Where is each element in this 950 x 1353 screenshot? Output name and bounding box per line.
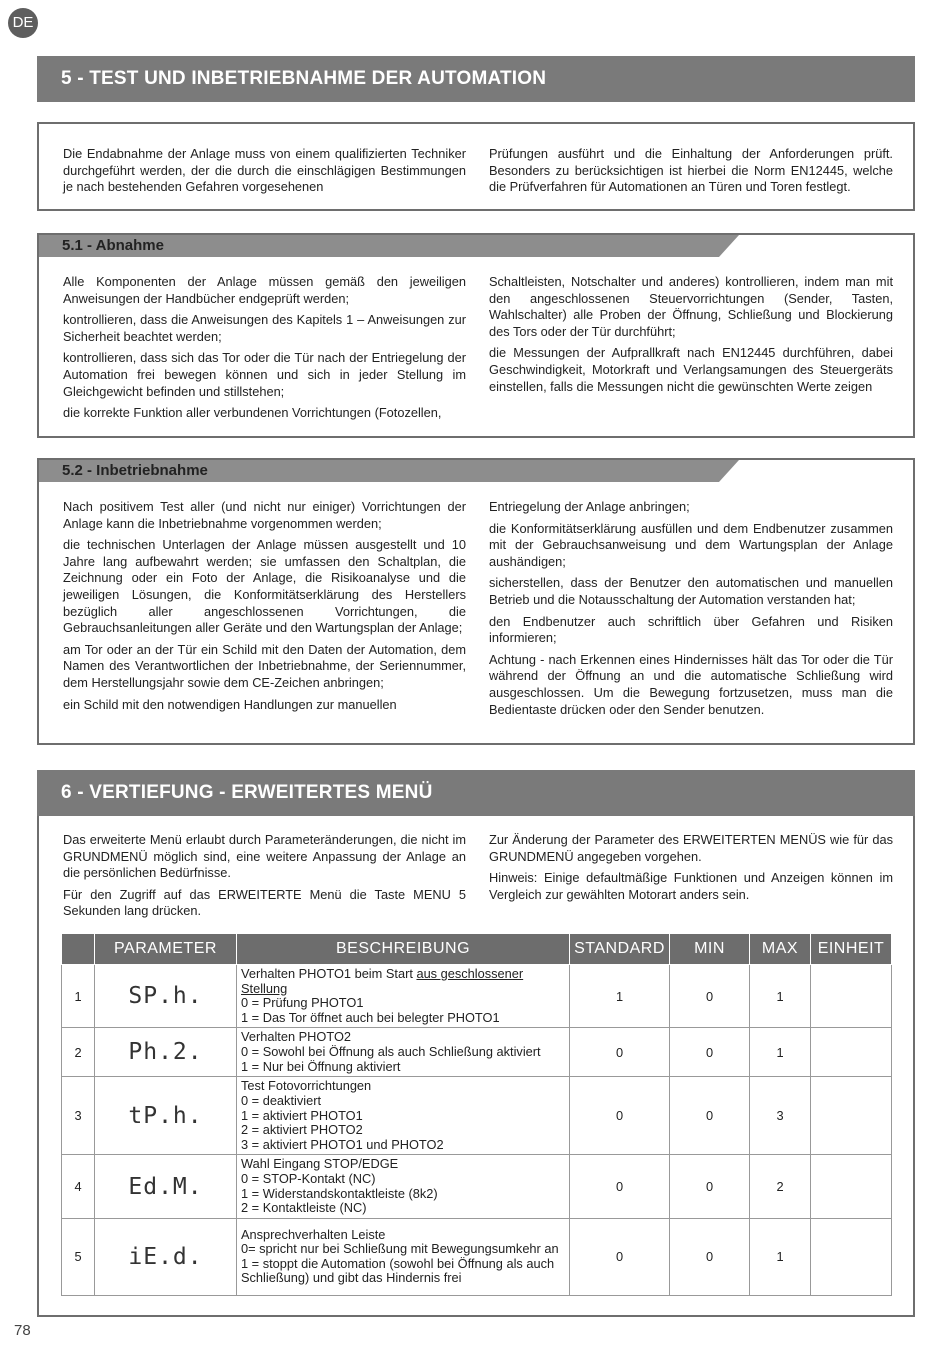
unit-value xyxy=(811,1077,892,1155)
min-value: 0 xyxy=(670,1155,750,1218)
table-row xyxy=(62,1077,892,1155)
column-header: STANDARD xyxy=(570,934,670,965)
description-line: 0 = Sowohl bei Öffnung als auch Schließung aktiviert xyxy=(241,1044,541,1060)
section-5-intro-left xyxy=(63,146,466,201)
description-title: Wahl Eingang STOP/EDGE xyxy=(241,1156,399,1172)
row-number: 4 xyxy=(62,1155,95,1218)
section-5-1-right xyxy=(489,274,893,400)
column-header xyxy=(62,934,95,965)
table-row xyxy=(62,1028,892,1077)
row-number: 3 xyxy=(62,1077,95,1155)
column-header: BESCHREIBUNG xyxy=(237,934,570,965)
max-value: 1 xyxy=(750,1028,811,1077)
standard-value: 0 xyxy=(570,1028,670,1077)
row-number: 2 xyxy=(62,1028,95,1077)
row-number: 1 xyxy=(62,965,95,1028)
description-line: 0= spricht nur bei Schließung mit Bewegungsumkehr an xyxy=(241,1241,559,1257)
section-5-1-title: 5.1 - Abnahme xyxy=(62,237,164,254)
description-line: 3 = aktiviert PHOTO1 und PHOTO2 xyxy=(241,1136,444,1152)
unit-value xyxy=(811,1028,892,1077)
page-number: 78 xyxy=(14,1322,31,1339)
description-title: Ansprechverhalten Leiste xyxy=(241,1226,386,1242)
description-line: 1 = Widerstandskontaktleiste (8k2) xyxy=(241,1185,438,1201)
parameter-code: Ph.2. xyxy=(95,1028,237,1077)
description-line: 0 = STOP-Kontakt (NC) xyxy=(241,1170,376,1186)
section-6-left xyxy=(63,832,466,925)
section-6-right xyxy=(489,832,893,908)
paragraph: die technischen Unterlagen der Anlage müssen ausgestellt und 10 Jahre lang aufbewahrt werden; sie umfassen den Schaltplan, die Zeichnung oder ein Foto der Anlage, die Risikoanalyse und die jeweiligen Lösungen, die Konformitätserklärung des Herstellers bezüglich aller angeschlossenen Vorrichtungen, die Gebrauchsanleitungen aller Geräte und den Wartungsplan der Anlage; xyxy=(63,537,466,636)
max-value: 3 xyxy=(750,1077,811,1155)
description-line: 1 = Nur bei Öffnung aktiviert xyxy=(241,1058,401,1074)
paragraph: Hinweis: Einige defaultmäßige Funktionen und Anzeigen können im Vergleich zur gewählten Motorart anders sein. xyxy=(489,870,893,902)
parameter-description xyxy=(237,1077,570,1155)
paragraph: die korrekte Funktion aller verbundenen Vorrichtungen (Fotozellen, xyxy=(63,405,442,421)
paragraph: Das erweiterte Menü erlaubt durch Parameteränderungen, die nicht im GRUNDMENÜ möglich sind, eine weitere Anpassung der Anlage an die persönlichen Bedürfnisse. xyxy=(63,832,466,881)
parameter-description xyxy=(237,965,570,1028)
paragraph: kontrollieren, dass sich das Tor oder die Tür nach der Entriegelung der Automation frei bewegen können und sich in jeder Stellung im Gleichgewicht befinden und stillstehen; xyxy=(63,350,466,399)
parameter-table xyxy=(61,933,892,1296)
max-value: 2 xyxy=(750,1155,811,1218)
paragraph: am Tor oder an der Tür ein Schild mit den Daten der Automation, dem Namen des Verantwortlichen der Inbetriebnahme, der Seriennummer, dem Herstellungsjahr sowie dem CE-Zeichen anbringen; xyxy=(63,641,466,690)
description-line: 2 = Kontaktleiste (NC) xyxy=(241,1200,367,1216)
unit-value xyxy=(811,965,892,1028)
parameter-code: tP.h. xyxy=(95,1077,237,1155)
parameter-description xyxy=(237,1155,570,1218)
section-5-1-box xyxy=(37,233,915,438)
table-row xyxy=(62,1155,892,1218)
paragraph: sicherstellen, dass der Benutzer den automatischen und manuellen Betrieb und die Notausschaltung der Automation verstanden hat; xyxy=(489,575,893,607)
section-5-2-left xyxy=(63,499,466,718)
language-badge: DE xyxy=(8,8,38,38)
parameter-description xyxy=(237,1218,570,1295)
paragraph: Achtung - nach Erkennen eines Hindernisses hält das Tor oder die Tür während der Öffnung an und die automatische Schließung wird ausgeschlossen. Um die Bewegung fortzusetzen, muss man die Bedientaste drücken oder den Sender benutzen. xyxy=(489,651,893,717)
paragraph: ein Schild mit den notwendigen Handlungen zur manuellen xyxy=(63,696,397,712)
paragraph: Nach positivem Test aller (und nicht nur einiger) Vorrichtungen der Anlage kann die Inbetriebnahme vorgenommen werden; xyxy=(63,499,466,531)
paragraph: die Messungen der Aufprallkraft nach EN12445 durchführen, dabei Geschwindigkeit, Motorkraft und Verlangsamungen des Steuergeräts einstellen, falls die Messungen nicht die gewünschten Werte zeigen xyxy=(489,345,893,394)
table-header-row xyxy=(62,934,892,965)
column-header: MIN xyxy=(670,934,750,965)
paragraph: Alle Komponenten der Anlage müssen gemäß den jeweiligen Anweisungen der Handbücher endgeprüft werden; xyxy=(63,274,466,306)
paragraph: Entriegelung der Anlage anbringen; xyxy=(489,499,690,514)
parameter-code: iE.d. xyxy=(95,1218,237,1295)
min-value: 0 xyxy=(670,1077,750,1155)
description-line: 1 = stoppt die Automation (sowohl bei Öffnung als auch Schließung) und gibt das Hindernis frei xyxy=(241,1255,555,1286)
table-row xyxy=(62,965,892,1028)
standard-value: 0 xyxy=(570,1218,670,1295)
description-underlined: aus geschlossener Stellung xyxy=(241,966,524,996)
section-5-2-title: 5.2 - Inbetriebnahme xyxy=(62,462,208,479)
parameter-code: SP.h. xyxy=(95,965,237,1028)
paragraph: Für den Zugriff auf das ERWEITERTE Menü die Taste MENU 5 Sekunden lang drücken. xyxy=(63,886,466,919)
description-line: 1 = aktiviert PHOTO1 xyxy=(241,1107,363,1123)
column-header: MAX xyxy=(750,934,811,965)
paragraph: den Endbenutzer auch schriftlich über Gefahren und Risiken informieren; xyxy=(489,613,893,646)
section-5-1-left xyxy=(63,274,466,427)
paragraph: Schaltleisten, Notschalter und anderes) kontrollieren, indem man mit den angeschlossenen Steuervorrichtungen (Sender, Tasten, Wahlschalter) alle Proben der Öffnung, Schließung und Blockierung des Tors oder der Tür durchführt; xyxy=(489,274,893,339)
row-number: 5 xyxy=(62,1218,95,1295)
paragraph: Zur Änderung der Parameter des ERWEITERTEN MENÜS wie für das GRUNDMENÜ angegeben vorgehen. xyxy=(489,832,893,864)
section-5-2-box xyxy=(37,458,915,745)
description-line: 2 = aktiviert PHOTO2 xyxy=(241,1122,363,1138)
standard-value: 1 xyxy=(570,965,670,1028)
min-value: 0 xyxy=(670,1218,750,1295)
min-value: 0 xyxy=(670,1028,750,1077)
parameter-description xyxy=(237,1028,570,1077)
paragraph: Prüfungen ausführt und die Einhaltung der Anforderungen prüft. Besonders zu berücksichtigen ist hierbei die Norm EN12445, welche die Prüfverfahren für Automationen an Türen und Toren festlegt. xyxy=(489,146,893,195)
parameter-code: Ed.M. xyxy=(95,1155,237,1218)
table-row xyxy=(62,1218,892,1295)
section-6-title: 6 - VERTIEFUNG - ERWEITERTES MENÜ xyxy=(37,770,915,816)
section-5-title: 5 - TEST UND INBETRIEBNAHME DER AUTOMATION xyxy=(37,56,915,102)
section-5-intro-right xyxy=(489,146,893,201)
section-5-2-right xyxy=(489,499,893,723)
section-5-intro-box xyxy=(37,122,915,211)
description-title: Test Fotovorrichtungen xyxy=(241,1078,372,1094)
standard-value: 0 xyxy=(570,1155,670,1218)
paragraph: die Konformitätserklärung ausfüllen und dem Endbenutzer zusammen mit der Gebrauchsanweisung und dem Wartungsplan der Anlage aushändigen; xyxy=(489,520,893,569)
unit-value xyxy=(811,1155,892,1218)
min-value: 0 xyxy=(670,965,750,1028)
max-value: 1 xyxy=(750,1218,811,1295)
paragraph: Die Endabnahme der Anlage muss von einem qualifizierten Techniker durchgeführt werden, der die durch die einschlägigen Bestimmungen je nach bestehenden Gefahren vorgesehenen xyxy=(63,146,466,195)
column-header: EINHEIT xyxy=(811,934,892,965)
unit-value xyxy=(811,1218,892,1295)
paragraph: kontrollieren, dass die Anweisungen des Kapitels 1 – Anweisungen zur Sicherheit beachtet werden; xyxy=(63,312,466,344)
description-line: 0 = Prüfung PHOTO1 xyxy=(241,995,364,1011)
standard-value: 0 xyxy=(570,1077,670,1155)
description-line: 1 = Das Tor öffnet auch bei belegter PHOTO1 xyxy=(241,1009,500,1025)
max-value: 1 xyxy=(750,965,811,1028)
description-line: 0 = deaktiviert xyxy=(241,1092,322,1108)
description-title: Verhalten PHOTO2 xyxy=(241,1029,352,1045)
description-title: Verhalten PHOTO1 beim Start xyxy=(241,966,417,981)
column-header: PARAMETER xyxy=(95,934,237,965)
